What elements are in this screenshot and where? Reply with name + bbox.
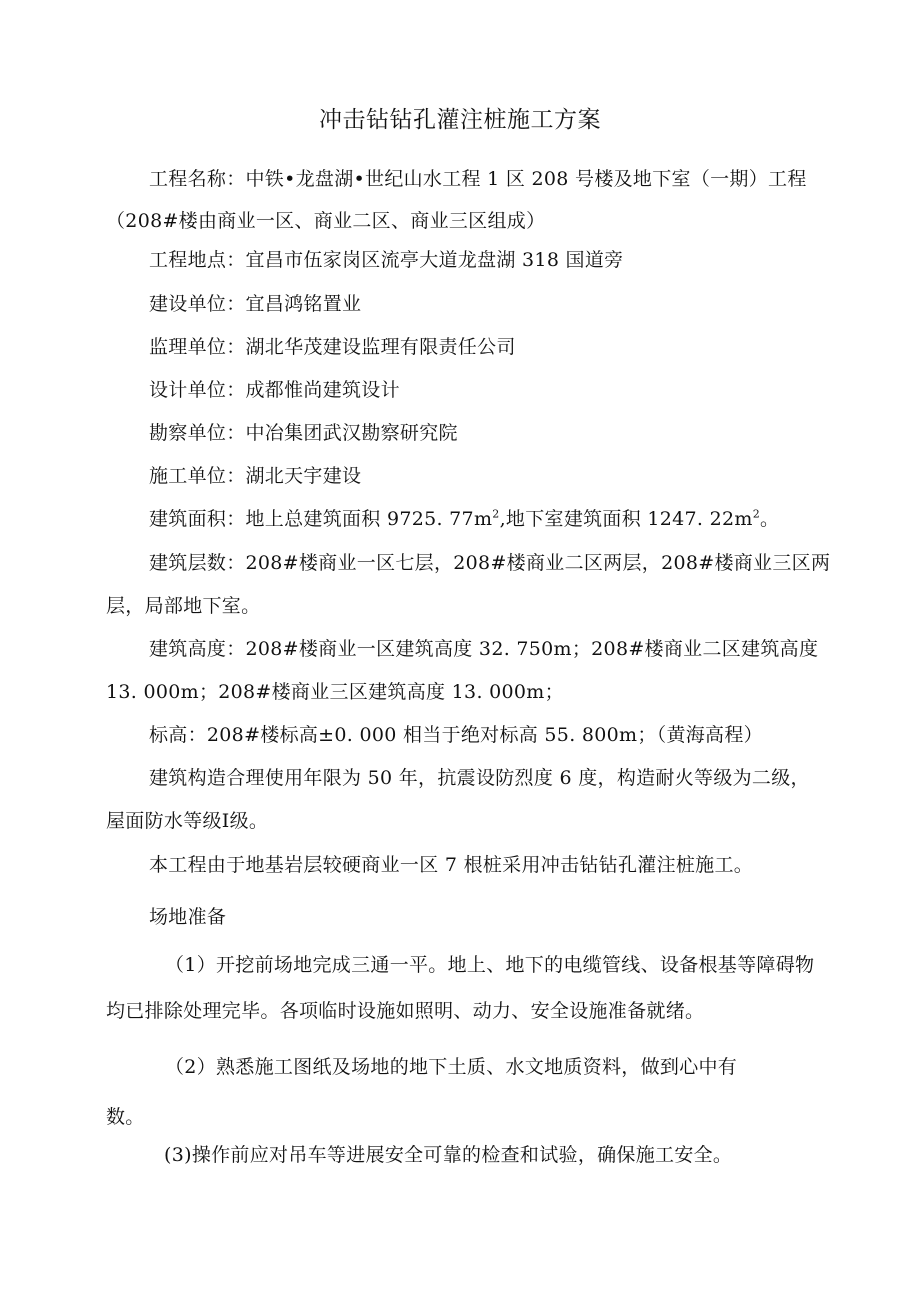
section-heading-site-prep: 场地准备 — [149, 906, 227, 928]
project-summary: 本工程由于地基岩层较硬商业一区 7 根桩采用冲击钻钻孔灌注桩施工。 — [149, 854, 754, 876]
building-floors-line1: 建筑层数：208#楼商业一区七层，208#楼商业二区两层，208#楼商业三区两 — [149, 552, 831, 574]
structure-info-line1: 建筑构造合理使用年限为 50 年，抗震设防烈度 6 度，构造耐火等级为二级， — [149, 767, 810, 789]
construction-unit: 施工单位：湖北天宇建设 — [149, 465, 362, 487]
area-unit-superscript-2: 2 — [752, 507, 761, 521]
design-unit: 设计单位：成都惟尚建筑设计 — [149, 379, 400, 401]
site-prep-item3: (3)操作前应对吊车等进展安全可靠的检查和试验，确保施工安全。 — [164, 1144, 733, 1166]
site-prep-item1-line1: （1）开挖前场地完成三通一平。地上、地下的电缆管线、设备根基等障碍物 — [165, 954, 815, 976]
building-area-end: 。 — [760, 508, 780, 530]
site-prep-item2-line2: 数。 — [106, 1106, 145, 1128]
supervisor-unit: 监理单位：湖北华茂建设监理有限责任公司 — [149, 336, 516, 358]
project-name-line1: 工程名称：中铁•龙盘湖•世纪山水工程 1 区 208 号楼及地下室（一期）工程 — [149, 168, 807, 190]
structure-info-line2: 屋面防水等级Ⅰ级。 — [106, 810, 269, 832]
site-prep-item2-line1: （2）熟悉施工图纸及场地的地下土质、水文地质资料，做到心中有 — [165, 1056, 738, 1078]
document-title: 冲击钻钻孔灌注桩施工方案 — [319, 107, 601, 133]
project-name-line2: （208#楼由商业一区、商业二区、商业三区组成） — [106, 210, 546, 232]
building-area — [149, 504, 779, 531]
building-area-middle: ,地下室建筑面积 1247. 22m — [499, 508, 753, 530]
area-unit-superscript: 2 — [492, 507, 500, 521]
building-height-line2: 13. 000m；208#楼商业三区建筑高度 13. 000m； — [106, 681, 564, 703]
building-floors-line2: 层，局部地下室。 — [106, 595, 261, 617]
site-prep-item1-line2: 均已排除处理完毕。各项临时设施如照明、动力、安全设施准备就绪。 — [106, 1000, 705, 1022]
developer-unit: 建设单位：宜昌鸿铭置业 — [149, 293, 362, 315]
building-area-prefix: 建筑面积：地上总建筑面积 9725. 77m — [149, 508, 493, 530]
elevation-info: 标高：208#楼标高±0. 000 相当于绝对标高 55. 800m；（黄海高程） — [149, 724, 763, 746]
building-height-line1: 建筑高度：208#楼商业一区建筑高度 32. 750m；208#楼商业二区建筑高度 — [149, 638, 819, 660]
project-location: 工程地点：宜昌市伍家岗区流亭大道龙盘湖 318 国道旁 — [149, 249, 624, 271]
survey-unit: 勘察单位：中冶集团武汉勘察研究院 — [149, 422, 458, 444]
